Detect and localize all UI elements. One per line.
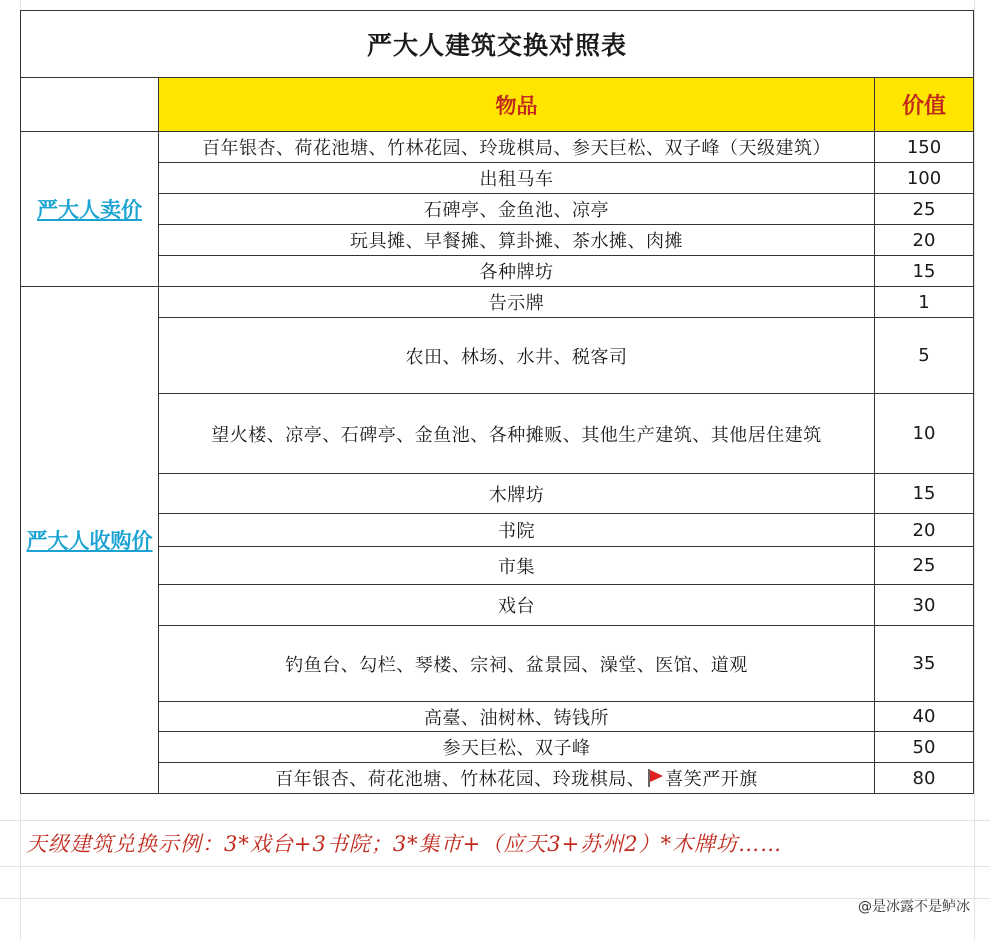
row-value: 80 [912,767,936,789]
row-item: 农田、林场、水井、税客司 [159,318,875,393]
row-value: 35 [912,653,936,674]
header-item: 物品 [159,78,875,132]
table-row [159,225,973,256]
row-item: 戏台 [159,585,875,625]
row-value: 30 [912,594,936,616]
row-item: 出租马车 [159,163,875,193]
row-value: 10 [912,423,936,444]
row-value: 1 [918,291,930,313]
row-value: 40 [912,706,936,727]
section-label-buy[interactable]: 严大人收购价 [26,529,153,553]
row-item: 书院 [159,514,875,546]
table-row [159,318,973,394]
row-value: 15 [912,260,936,282]
row-item: 望火楼、凉亭、石碑亭、金鱼池、各种摊贩、其他生产建筑、其他居住建筑 [159,394,875,473]
author-watermark: @是冰露不是鲈冰 [858,899,970,915]
row-item: 高臺、油树林、铸钱所 [159,702,875,731]
row-item: 木牌坊 [159,474,875,513]
row-value: 50 [912,736,936,758]
table-row [159,163,973,194]
row-item: 钓鱼台、勾栏、琴楼、宗祠、盆景园、澡堂、医馆、道观 [159,626,875,701]
table-row [159,194,973,225]
table-row [159,585,973,626]
row-item: 百年银杏、荷花池塘、竹林花园、玲珑棋局、参天巨松、双子峰（天级建筑） [159,132,875,162]
row-value: 5 [918,345,930,366]
row-item: 各种牌坊 [159,256,875,286]
table-row [159,702,973,732]
row-value: 150 [906,136,942,158]
row-value: 15 [912,483,936,504]
row-value: 25 [912,555,936,576]
row-value: 20 [912,229,936,251]
table-title: 严大人建筑交换对照表 [21,11,973,78]
header-value: 价值 [875,78,973,132]
row-item: 玩具摊、早餐摊、算卦摊、茶水摊、肉摊 [159,225,875,255]
row-item [159,763,875,793]
table-row [159,474,973,514]
row-item: 参天巨松、双子峰 [159,732,875,762]
row-value: 100 [906,167,942,189]
table-row [159,394,973,474]
row-value: 20 [912,519,936,541]
header-empty-cell [21,78,158,132]
red-flag-icon [647,769,663,787]
section-sell [21,132,158,287]
row-item: 石碑亭、金鱼池、凉亭 [159,194,875,224]
table-row [159,626,973,702]
table-row [159,763,973,793]
row-item: 市集 [159,547,875,584]
table-row [159,732,973,763]
exchange-table [20,10,974,794]
row-item-text-before: 百年银杏、荷花池塘、竹林花园、玲珑棋局、 [275,769,646,790]
row-item: 告示牌 [159,287,875,317]
section-label-column [21,78,159,793]
table-row [159,514,973,547]
table-row [159,547,973,585]
table-row [159,287,973,318]
section-label-sell[interactable]: 严大人卖价 [37,198,142,222]
table-row [159,256,973,287]
section-buy [21,287,158,793]
exchange-example-note: 天级建筑兑换示例：3*戏台+3书院；3*集市+（应天3+苏州2）*木牌坊…… [26,832,783,856]
row-value: 25 [912,198,936,220]
table-row [159,132,973,163]
row-item-text-after: 喜笑严开旗 [665,769,758,790]
